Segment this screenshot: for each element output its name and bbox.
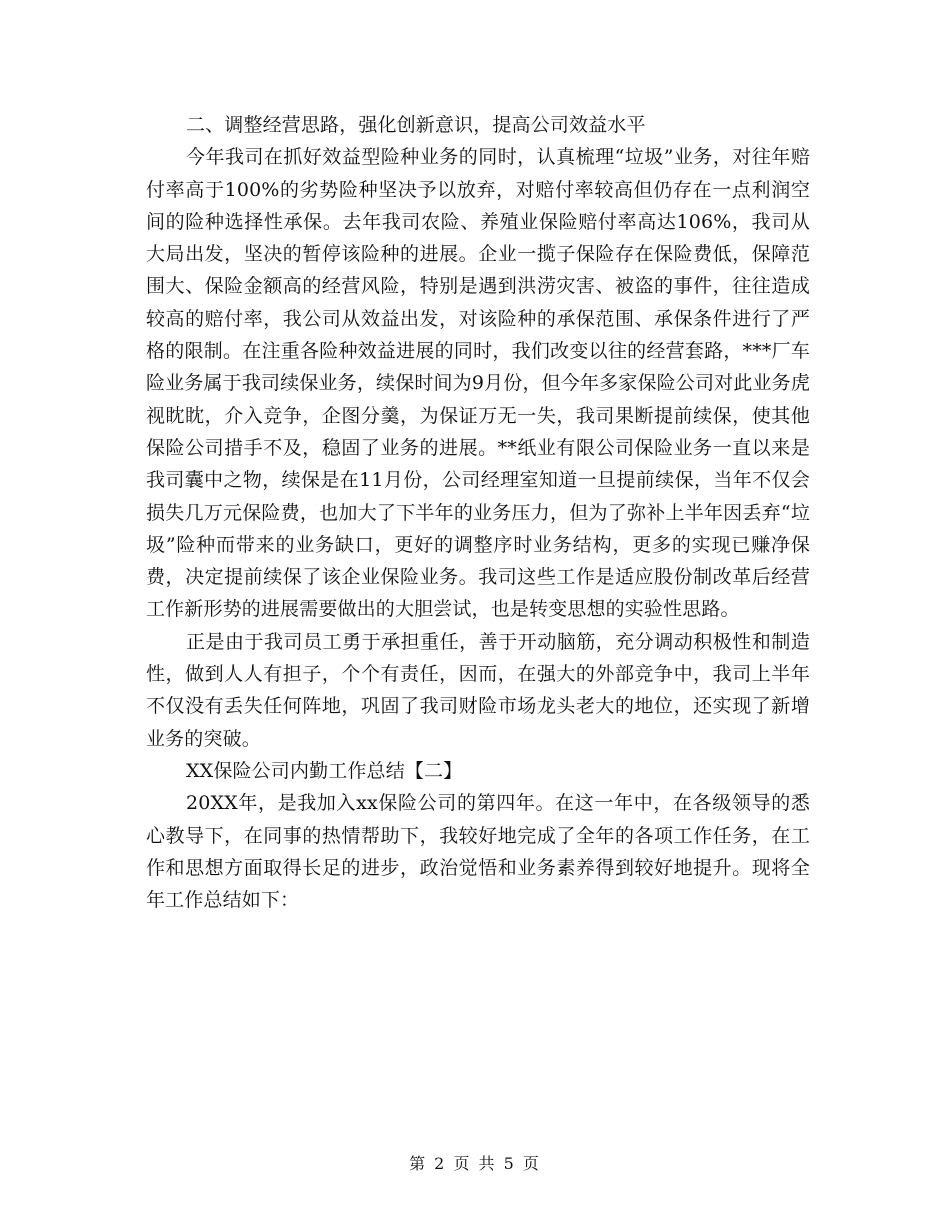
body-paragraph: 今年我司在抓好效益型险种业务的同时，认真梳理“垃圾”业务，对往年赔付率高于100%的劣势险种坚决予以放弃，对赔付率较高但仍存在一点利润空间的险种选择性承保。去年我司农险、养殖业保险赔付率高达106%，我司从大局出发，坚决的暂停该险种的进展。企业一揽子保险存在保险费低，保障范围大、保险金额高的经营风险，特别是遇到洪涝灾害、被盗的事件，往往造成较高的赔付率，我公司从效益出发，对该险种的承保范围、承保条件进行了严格的限制。在注重各险种效益进展的同时，我们改变以往的经营套路，***厂车险业务属于我司续保业务，续保时间为9月份，但今年多家保险公司对此业务虎视眈眈，介入竞争，企图分羹，为保证万无一失，我司果断提前续保，使其他保险公司措手不及，稳固了业务的进展。**纸业有限公司保险业务一直以来是我司囊中之物，续保是在11月份，公司经理室知道一旦提前续保，当年不仅会损失几万元保险费，也加大了下半年的业务压力，但为了弥补上半年因丢弃“垃圾”险种而带来的业务缺口，更好的调整序时业务结构，更多的实现已赚净保费，决定提前续保了该企业保险业务。我司这些工作是适应股份制改革后经营工作新形势的进展需要做出的大胆尝试，也是转变思想的实验性思路。 xyxy=(146,146,810,621)
section-heading: 二、调整经营思路，强化创新意识，提高公司效益水平 xyxy=(186,114,646,136)
page-number-footer: 第 2 页 共 5 页 xyxy=(409,1154,541,1173)
report-title: XX保险公司内勤工作总结【二】 xyxy=(186,759,463,782)
body-paragraph: 正是由于我司员工勇于承担重任，善于开动脑筋，充分调动积极性和制造性，做到人人有担子，个个有责任，因而，在强大的外部竞争中，我司上半年不仅没有丢失任何阵地，巩固了我司财险市场龙头老大的地位，还实现了新增业务的突破。 xyxy=(146,630,810,750)
document-body xyxy=(146,109,810,916)
body-paragraph: 20XX年，是我加入xx保险公司的第四年。在这一年中，在各级领导的悉心教导下，在同事的热情帮助下，我较好地完成了全年的各项工作任务，在工作和思想方面取得长足的进步，政治觉悟和业务素养得到较好地提升。现将全年工作总结如下： xyxy=(146,792,810,912)
